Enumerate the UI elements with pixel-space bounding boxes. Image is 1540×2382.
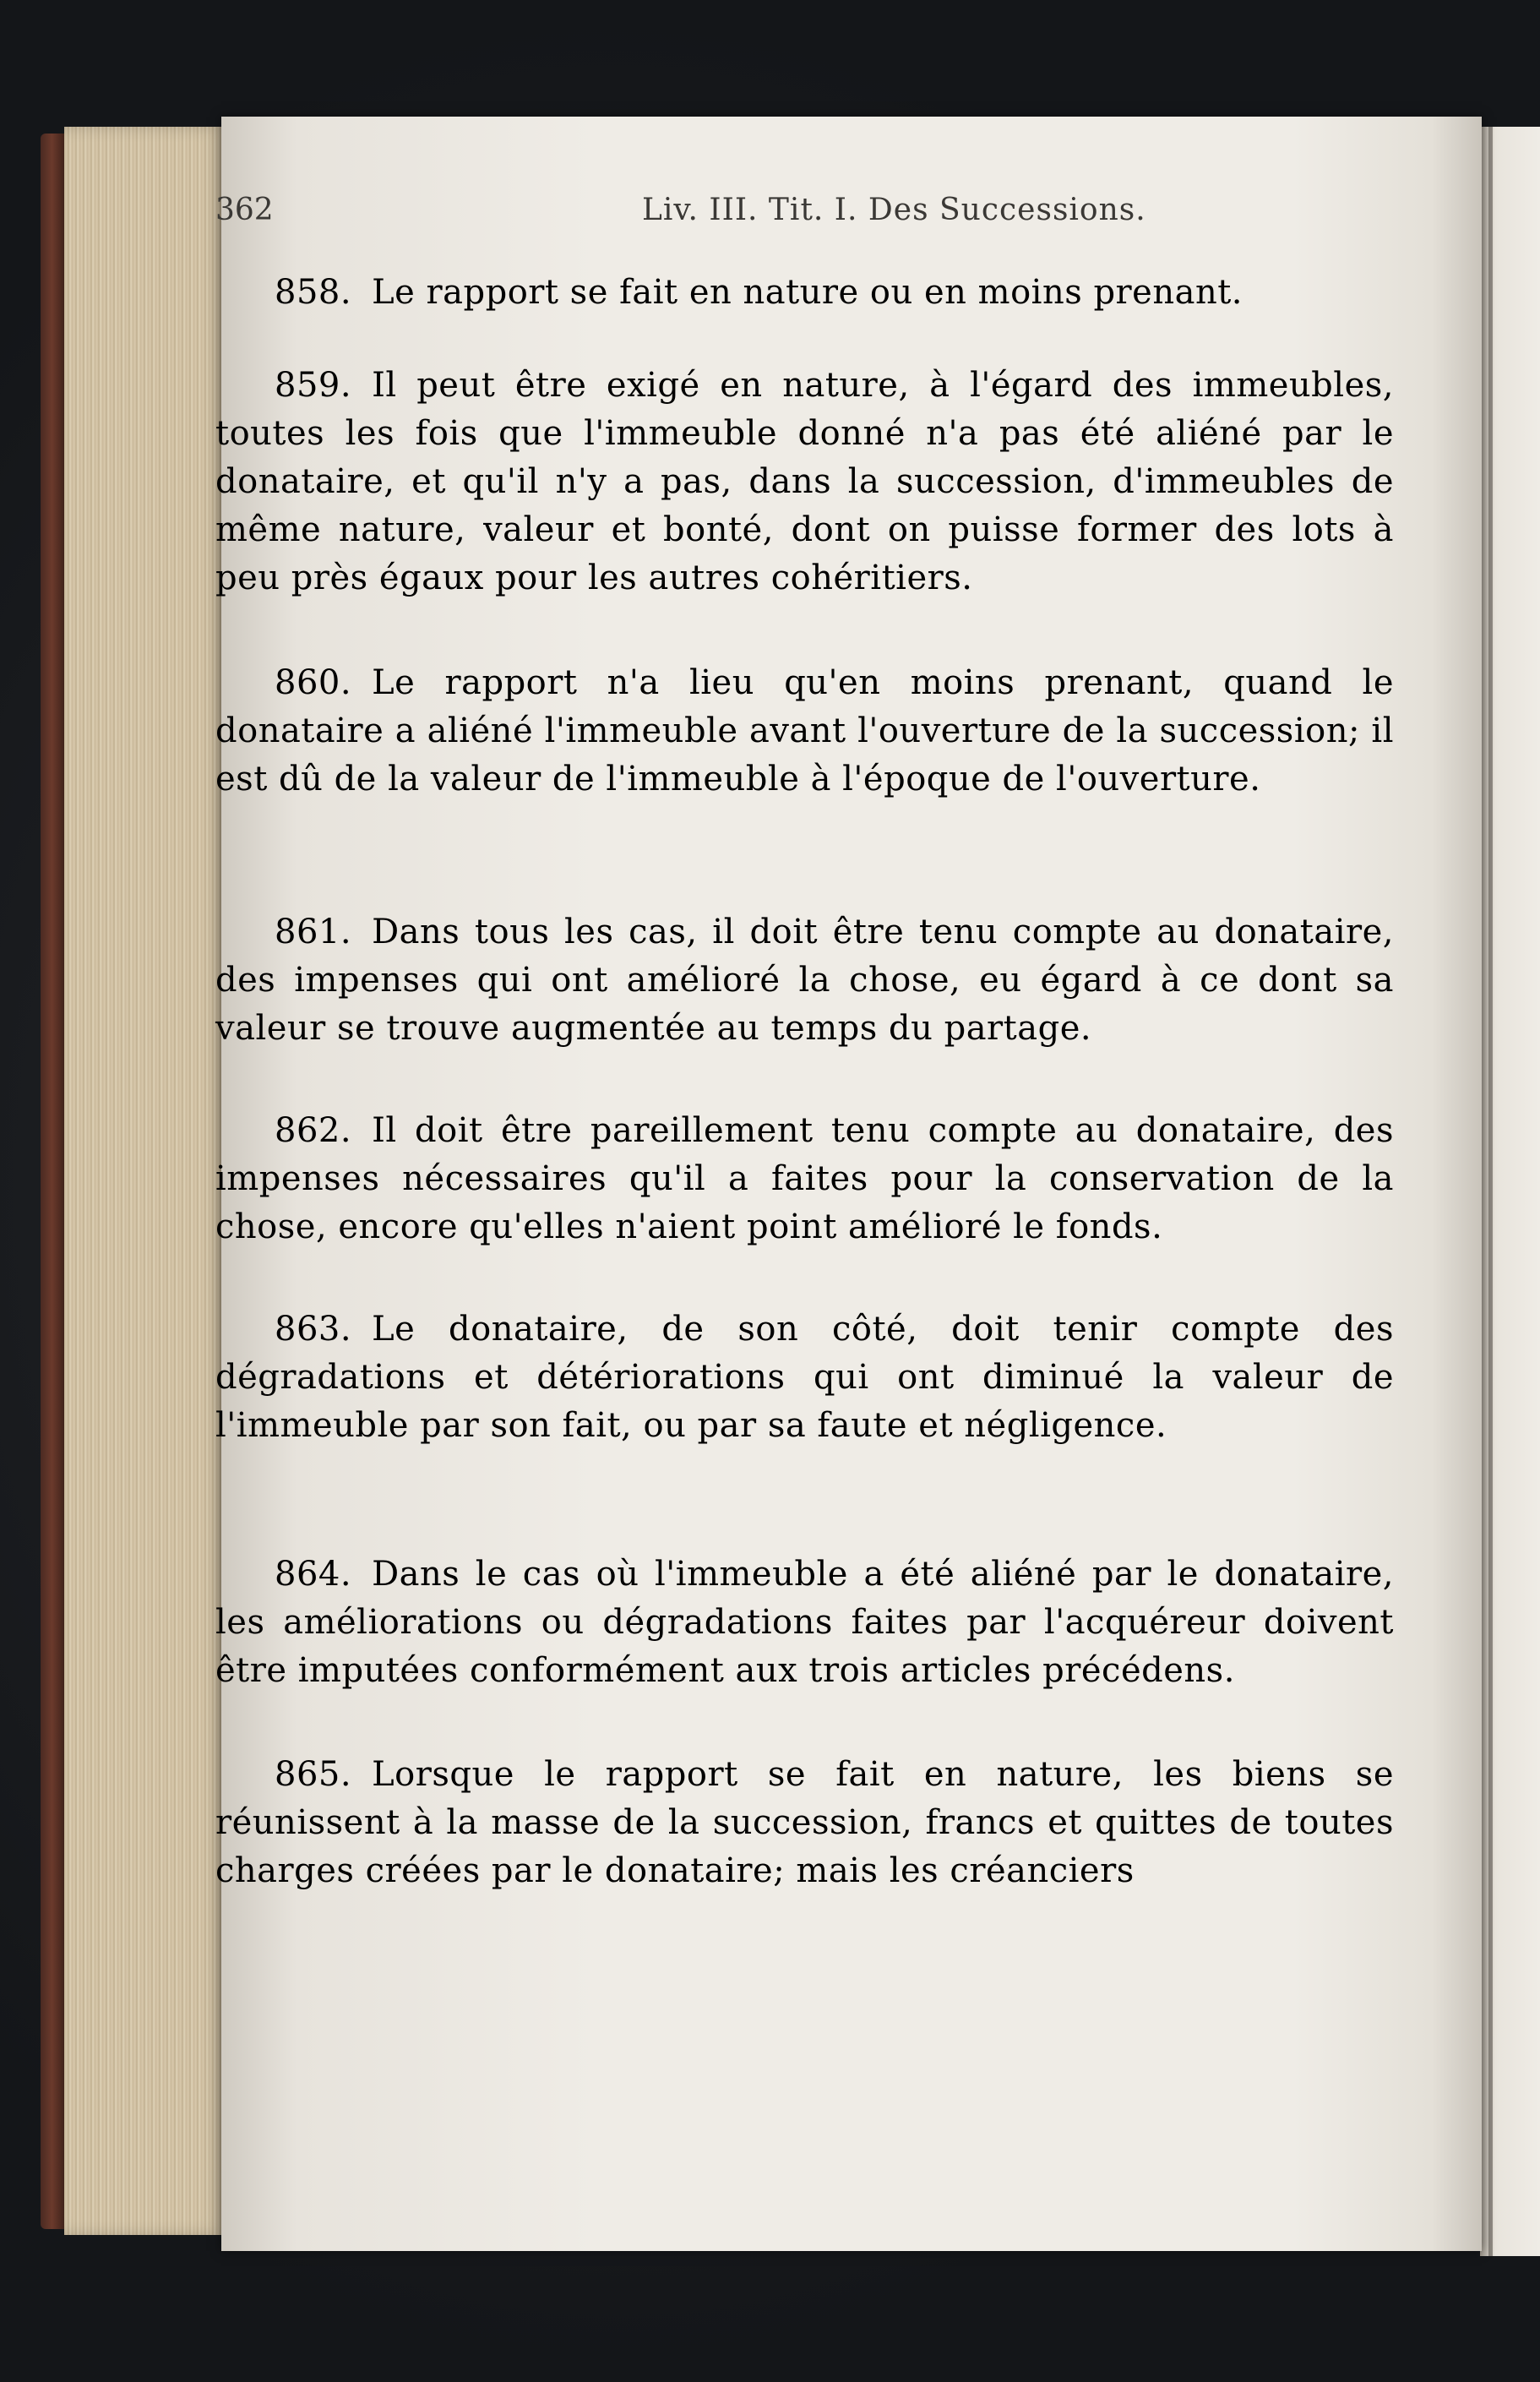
article-number: 864. bbox=[275, 1555, 352, 1594]
book-cover-edge bbox=[41, 134, 66, 2229]
article-text: Il doit être pareillement tenu compte au donataire, des impenses nécessaires qu'il a faites pour la conservation de la chose, encore qu'elles n'aient point amélioré le fonds. bbox=[215, 1111, 1394, 1246]
article-text: Dans le cas où l'immeuble a été aliéné par le donataire, les améliorations ou dégradations faites par l'acquéreur doivent être imputées conformément aux trois articles précédens. bbox=[215, 1555, 1394, 1690]
article-text: Le rapport se fait en nature ou en moins prenant. bbox=[372, 273, 1243, 312]
article-text: Le rapport n'a lieu qu'en moins prenant, quand le donataire a aliéné l'immeuble avant l'ouverture de la succession; il est dû de la valeur de l'immeuble à l'époque de l'ouverture. bbox=[215, 663, 1394, 799]
article-text: Le donataire, de son côté, doit tenir compte des dégradations et détériorations qui ont diminué la valeur de l'immeuble par son fait, ou par sa faute et négligence. bbox=[215, 1310, 1394, 1445]
running-title: Liv. III. Tit. I. Des Successions. bbox=[642, 193, 1146, 227]
article-text: Dans tous les cas, il doit être tenu compte au donataire, des impenses qui ont amélioré la chose, eu égard à ce dont sa valeur se trouve augmentée au temps du partage. bbox=[215, 913, 1394, 1048]
article-861 bbox=[215, 908, 1394, 1053]
article-860 bbox=[215, 659, 1394, 804]
article-text: Il peut être exigé en nature, à l'égard des immeubles, toutes les fois que l'immeuble donné n'a pas été aliéné par le donataire, et qu'il n'y a pas, dans la succession, d'immeubles de même nature, valeur et bonté, dont on puisse former des lots à peu près égaux pour les autres cohéritiers. bbox=[215, 366, 1394, 597]
article-number: 860. bbox=[275, 663, 352, 702]
article-863 bbox=[215, 1305, 1394, 1450]
page-stack-edges bbox=[64, 127, 225, 2235]
article-number: 865. bbox=[275, 1755, 352, 1794]
facing-page-gutter bbox=[1488, 127, 1493, 2256]
article-859 bbox=[215, 362, 1394, 602]
article-number: 861. bbox=[275, 913, 352, 951]
article-number: 863. bbox=[275, 1310, 352, 1349]
page-header bbox=[215, 193, 1187, 235]
article-text: Lorsque le rapport se fait en nature, les biens se réunissent à la masse de la succession, francs et quittes de toutes charges créées par le donataire; mais les créanciers bbox=[215, 1755, 1394, 1890]
article-number: 858. bbox=[275, 273, 352, 312]
article-number: 859. bbox=[275, 366, 352, 405]
article-864 bbox=[215, 1551, 1394, 1695]
article-number: 862. bbox=[275, 1111, 352, 1150]
page-number: 362 bbox=[215, 193, 274, 227]
article-862 bbox=[215, 1107, 1394, 1251]
article-865 bbox=[215, 1751, 1394, 1895]
article-858 bbox=[215, 269, 1394, 317]
